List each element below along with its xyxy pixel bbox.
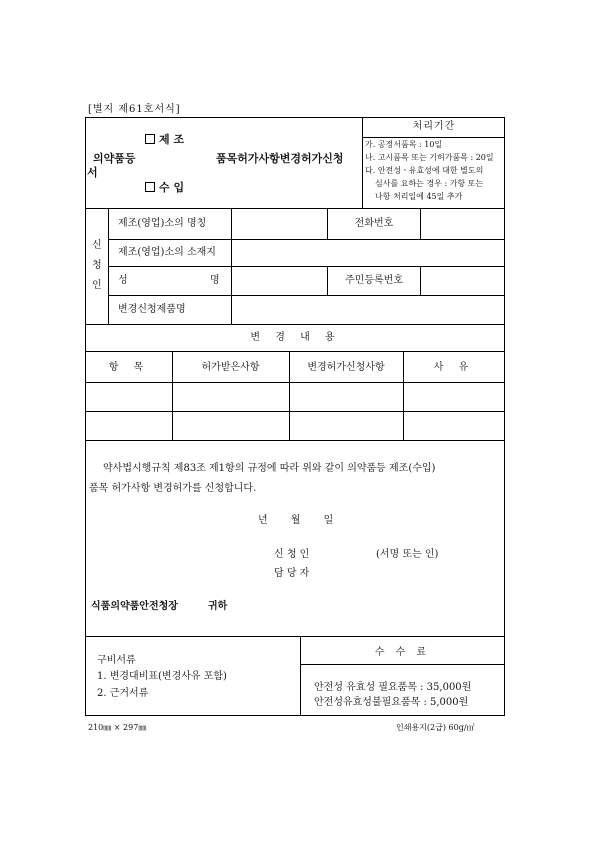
footer-paper: 인쇄용지(2급) 60g/㎡ — [396, 723, 475, 732]
address-label: 제조(영업)소의 소재지 — [118, 247, 216, 258]
applicant-side-label-3: 인 — [92, 280, 102, 291]
attachments-title: 구비서류 — [97, 655, 136, 666]
column-reason: 사 유 — [433, 362, 475, 373]
processing-line-3: 다. 안전성ㆍ유효성에 대한 별도의 — [365, 166, 484, 175]
applicant-side-label-1: 신 — [92, 240, 102, 251]
sign-label: (서명 또는 인) — [376, 549, 439, 560]
declaration-line-2: 품목 허가사항 변경허가를 신청합니다. — [89, 483, 257, 494]
title-suffix: 품목허가사항변경허가신청 — [216, 152, 344, 165]
manager-label: 담 당 자 — [274, 568, 310, 579]
processing-line-1: 가. 공정서품목 : 10일 — [365, 140, 443, 149]
column-item: 항 목 — [108, 362, 150, 373]
processing-line-4: 심사를 요하는 경우 : 가항 또는 — [375, 179, 484, 188]
name-label-1: 성 — [118, 275, 128, 286]
option-import[interactable]: 수 입 — [145, 182, 184, 193]
checkbox-import[interactable] — [145, 182, 155, 192]
applicant-side-label-2: 청 — [92, 260, 102, 271]
fee-line-2: 안전성유효성불필요품목 : 5,000원 — [314, 697, 469, 708]
name-label-2: 명 — [210, 275, 220, 286]
option-manufacture[interactable]: 제 조 — [145, 134, 184, 145]
application-form — [85, 117, 505, 716]
product-label: 변경신청제품명 — [118, 304, 186, 315]
fee-line-1: 안전성 유효성 필요품목 : 35,000원 — [314, 682, 472, 693]
column-requested: 변경허가신청사항 — [307, 362, 385, 373]
processing-title: 처리기간 — [412, 121, 456, 132]
processing-line-2: 나. 고시품목 또는 기허가품목 : 20일 — [365, 153, 494, 162]
title-tail: 서 — [87, 166, 98, 179]
attachment-item-2: 2. 근거서류 — [97, 688, 149, 699]
changes-section-title: 변 경 내 용 — [250, 332, 341, 343]
resident-no-label: 주민등록번호 — [345, 275, 403, 286]
company-name-label: 제조(영업)소의 명칭 — [118, 218, 207, 229]
phone-label: 전화번호 — [354, 218, 394, 229]
recipient-suffix: 귀하 — [208, 601, 228, 612]
attachment-item-1: 1. 변경대비표(변경사유 포함) — [97, 671, 227, 682]
applicant-sign-label: 신 청 인 — [274, 549, 310, 560]
fee-title: 수 수 료 — [374, 647, 431, 658]
column-approved: 허가받은사항 — [201, 362, 260, 373]
form-label: [별지 제61호서식] — [88, 104, 181, 115]
footer-size: 210㎜ × 297㎜ — [88, 723, 147, 732]
title-prefix: 의약품등 — [93, 152, 136, 165]
declaration-date: 년 월 일 — [258, 515, 334, 526]
processing-line-5: 나항 처리일에 45일 추가 — [375, 192, 463, 201]
recipient: 식품의약품안전청장 — [91, 601, 178, 612]
checkbox-manufacture[interactable] — [145, 134, 155, 144]
declaration-line-1: 약사법시행규칙 제83조 제1항의 규정에 따라 위와 같이 의약품등 제조(수입) — [103, 463, 436, 474]
